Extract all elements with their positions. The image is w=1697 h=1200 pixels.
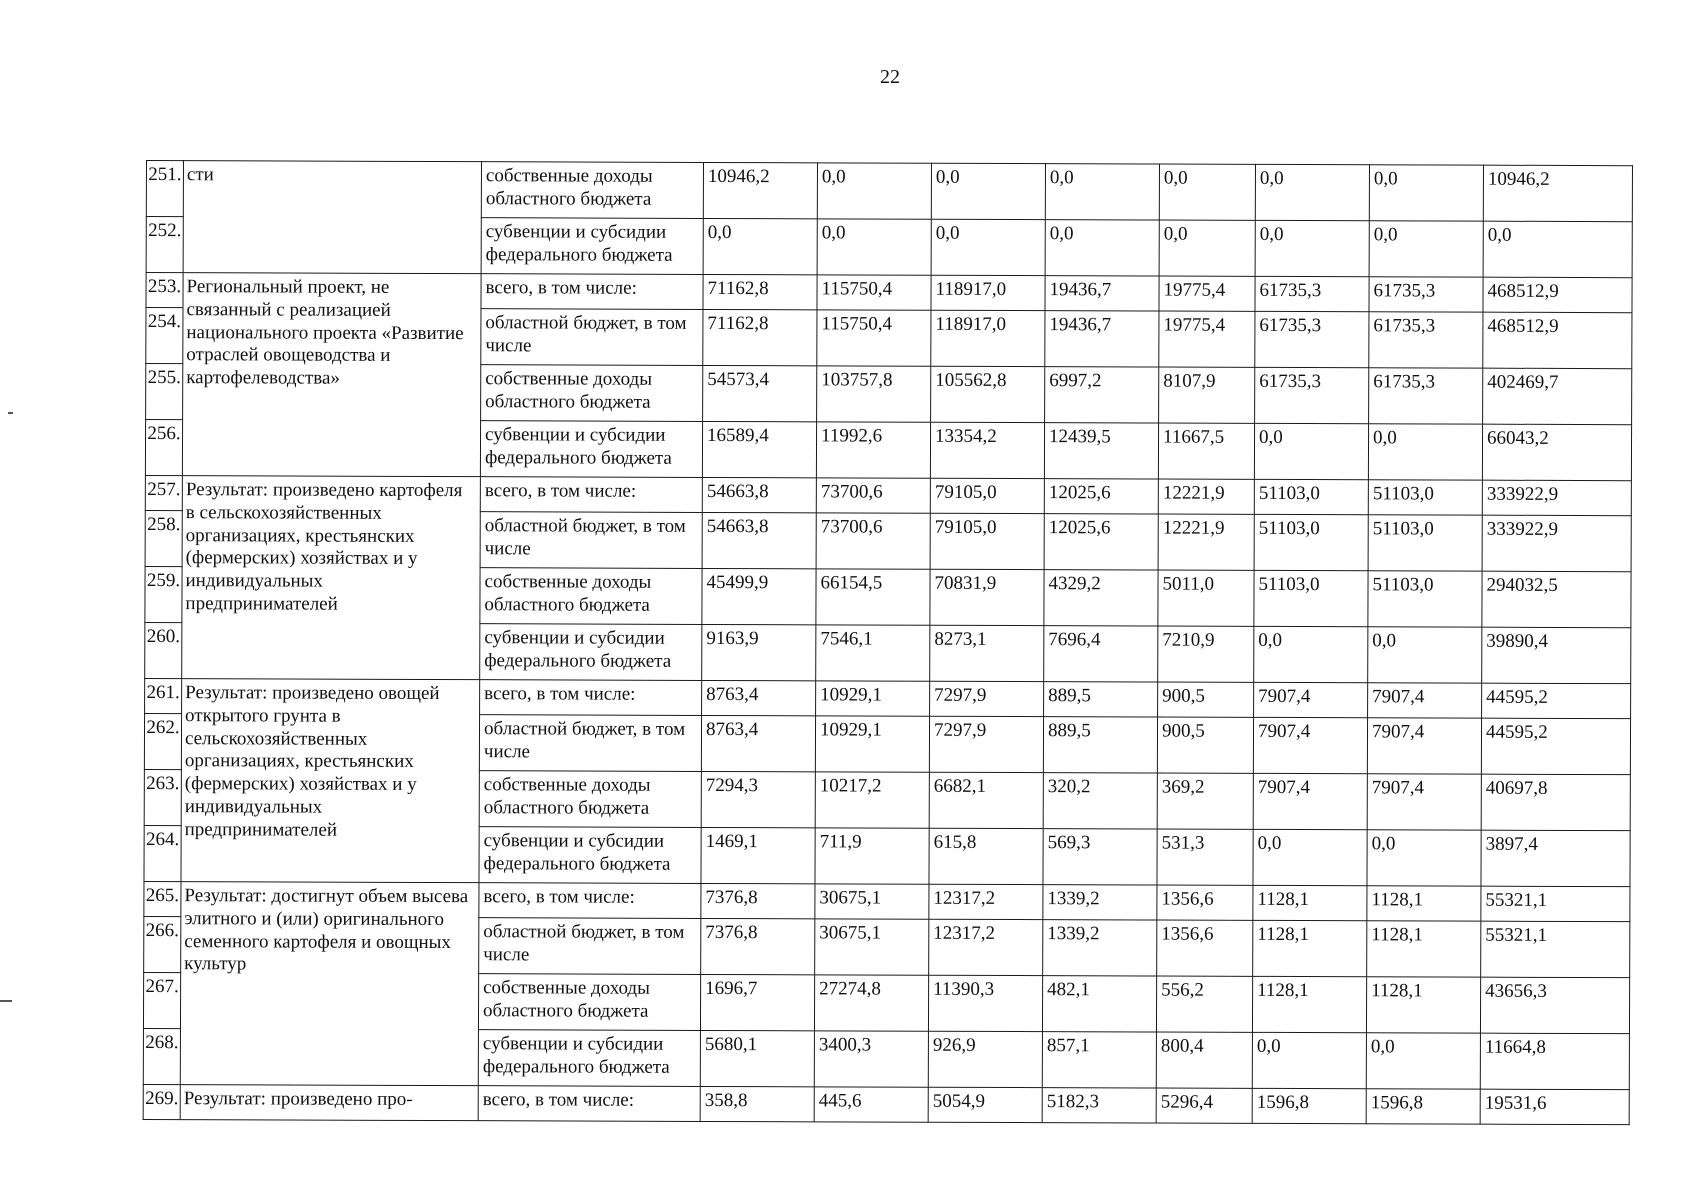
value-cell: 51103,0 [1254, 479, 1368, 514]
value-cell: 71162,8 [703, 309, 817, 365]
value-cell: 1596,8 [1366, 1089, 1480, 1124]
value-cell: 1596,8 [1252, 1088, 1366, 1123]
value-cell: 19531,6 [1480, 1089, 1629, 1125]
value-cell: 1128,1 [1366, 977, 1480, 1033]
row-number: 262. [144, 713, 181, 769]
value-cell: 71162,8 [703, 274, 817, 309]
value-cell: 66154,5 [816, 569, 930, 625]
value-cell: 11664,8 [1480, 1033, 1629, 1090]
value-cell: 800,4 [1156, 1032, 1252, 1088]
value-cell: 7546,1 [816, 625, 930, 681]
value-cell: 115750,4 [817, 310, 931, 366]
value-cell: 6997,2 [1045, 367, 1159, 423]
value-cell: 0,0 [703, 218, 817, 274]
value-cell: 615,8 [929, 828, 1043, 884]
row-number: 263. [144, 769, 181, 825]
value-cell: 9163,9 [702, 624, 816, 680]
value-cell: 43656,3 [1480, 977, 1629, 1034]
value-cell: 6682,1 [929, 772, 1043, 828]
funding-source: собственные доходы областного бюджета [480, 568, 702, 625]
value-cell: 0,0 [1368, 627, 1482, 683]
value-cell: 55321,1 [1481, 921, 1630, 978]
value-cell: 10217,2 [815, 772, 929, 828]
measure-description: Результат: произведено овощей открытого грунта в сельскохозяйственных организациях, крестьянских (фермерских) хозяйствах и у индивидуальных предпринимателей [181, 679, 480, 883]
value-cell: 0,0 [1369, 165, 1483, 221]
row-number: 261. [145, 678, 182, 713]
value-cell: 51103,0 [1254, 570, 1368, 626]
value-cell: 5296,4 [1156, 1088, 1252, 1123]
value-cell: 7297,9 [929, 716, 1043, 772]
value-cell: 12025,6 [1044, 514, 1158, 570]
value-cell: 51103,0 [1368, 571, 1482, 627]
row-number: 256. [145, 420, 182, 476]
value-cell: 4329,2 [1044, 570, 1158, 626]
value-cell: 12221,9 [1158, 514, 1254, 570]
value-cell: 7210,9 [1158, 626, 1254, 682]
funding-source: всего, в том числе: [478, 1086, 700, 1122]
funding-source: субвенции и субсидии федерального бюджета [479, 827, 701, 884]
value-cell: 900,5 [1158, 682, 1254, 717]
value-cell: 7907,4 [1368, 683, 1482, 718]
funding-source: всего, в том числе: [480, 477, 702, 513]
value-cell: 10946,2 [1483, 165, 1632, 222]
value-cell: 61735,3 [1255, 276, 1369, 311]
value-cell: 0,0 [1252, 1032, 1366, 1088]
value-cell: 19775,4 [1159, 276, 1255, 311]
value-cell: 12439,5 [1044, 423, 1158, 479]
value-cell: 51103,0 [1368, 480, 1482, 515]
value-cell: 0,0 [931, 163, 1045, 219]
funding-source: областной бюджет, в том числе [479, 715, 701, 772]
value-cell: 0,0 [1253, 829, 1367, 885]
value-cell: 79105,0 [930, 513, 1044, 569]
row-number: 254. [146, 308, 183, 364]
value-cell: 0,0 [1368, 424, 1482, 480]
value-cell: 889,5 [1044, 682, 1158, 717]
value-cell: 7297,9 [930, 681, 1044, 716]
value-cell: 402469,7 [1483, 368, 1632, 425]
row-number: 251. [146, 161, 183, 217]
value-cell: 7907,4 [1367, 774, 1481, 830]
value-cell: 0,0 [1045, 164, 1159, 220]
value-cell: 445,6 [814, 1087, 928, 1122]
value-cell: 294032,5 [1482, 571, 1631, 628]
value-cell: 7376,8 [701, 918, 815, 974]
value-cell: 40697,8 [1481, 774, 1630, 831]
value-cell: 54663,8 [702, 477, 816, 512]
value-cell: 30675,1 [815, 884, 929, 919]
value-cell: 926,9 [928, 1031, 1042, 1087]
value-cell: 1128,1 [1252, 976, 1366, 1032]
value-cell: 19436,7 [1045, 276, 1159, 311]
value-cell: 19775,4 [1159, 311, 1255, 367]
value-cell: 531,3 [1157, 829, 1253, 885]
scan-mark [8, 412, 13, 414]
value-cell: 73700,6 [816, 478, 930, 513]
value-cell: 468512,9 [1483, 312, 1632, 369]
value-cell: 45499,9 [702, 568, 816, 624]
measure-description: Результат: достигнут объем высева элитного и (или) оригинального семенного картофеля и овощных культур [180, 882, 479, 1086]
row-number: 252. [146, 217, 183, 273]
value-cell: 3897,4 [1481, 830, 1630, 887]
table-row [145, 475, 1631, 515]
value-cell: 11992,6 [816, 422, 930, 478]
value-cell: 118917,0 [931, 310, 1045, 366]
value-cell: 857,1 [1042, 1032, 1156, 1088]
funding-source: субвенции и субсидии федерального бюджета [480, 624, 702, 681]
funding-source: субвенции и субсидии федерального бюджета [478, 1030, 700, 1087]
funding-source: областной бюджет, в том числе [481, 309, 703, 366]
value-cell: 7696,4 [1044, 626, 1158, 682]
value-cell: 0,0 [1366, 1033, 1480, 1089]
row-number: 267. [143, 972, 180, 1028]
funding-source: субвенции и субсидии федерального бюджета [481, 218, 703, 275]
value-cell: 27274,8 [814, 975, 928, 1031]
table-row [143, 1084, 1629, 1124]
value-cell: 0,0 [817, 219, 931, 275]
value-cell: 0,0 [1369, 221, 1483, 277]
value-cell: 369,2 [1157, 773, 1253, 829]
funding-source: областной бюджет, в том числе [480, 512, 702, 569]
row-number: 269. [143, 1084, 180, 1119]
value-cell: 61735,3 [1369, 368, 1483, 424]
value-cell: 8763,4 [701, 715, 815, 771]
value-cell: 1356,6 [1157, 920, 1253, 976]
row-number: 253. [146, 273, 183, 308]
value-cell: 556,2 [1156, 976, 1252, 1032]
value-cell: 8763,4 [702, 680, 816, 715]
value-cell: 7907,4 [1253, 717, 1367, 773]
value-cell: 103757,8 [817, 366, 931, 422]
value-cell: 1339,2 [1043, 920, 1157, 976]
value-cell: 900,5 [1157, 717, 1253, 773]
value-cell: 1128,1 [1367, 886, 1481, 921]
value-cell: 0,0 [1045, 220, 1159, 276]
value-cell: 0,0 [1254, 423, 1368, 479]
value-cell: 13354,2 [930, 422, 1044, 478]
row-number: 265. [144, 881, 181, 916]
value-cell: 79105,0 [930, 478, 1044, 513]
funding-source: всего, в том числе: [480, 680, 702, 716]
value-cell: 1128,1 [1367, 921, 1481, 977]
value-cell: 1469,1 [701, 827, 815, 883]
value-cell: 320,2 [1043, 773, 1157, 829]
value-cell: 11390,3 [928, 975, 1042, 1031]
value-cell: 54573,4 [703, 365, 817, 421]
value-cell: 358,8 [700, 1086, 814, 1121]
value-cell: 44595,2 [1481, 718, 1630, 775]
value-cell: 0,0 [1159, 220, 1255, 276]
value-cell: 0,0 [1483, 221, 1632, 278]
row-number: 255. [146, 364, 183, 420]
row-number: 268. [143, 1028, 180, 1084]
page-number: 22 [880, 66, 900, 88]
value-cell: 118917,0 [931, 275, 1045, 310]
value-cell: 711,9 [815, 828, 929, 884]
value-cell: 30675,1 [815, 919, 929, 975]
value-cell: 16589,4 [702, 421, 816, 477]
value-cell: 0,0 [931, 219, 1045, 275]
value-cell: 482,1 [1042, 976, 1156, 1032]
value-cell: 5680,1 [700, 1030, 814, 1086]
value-cell: 5182,3 [1042, 1088, 1156, 1123]
value-cell: 11667,5 [1158, 423, 1254, 479]
scan-mark [0, 1000, 12, 1002]
row-number: 260. [145, 622, 182, 678]
funding-source: собственные доходы областного бюджета [479, 771, 701, 828]
value-cell: 7907,4 [1254, 682, 1368, 717]
value-cell: 12221,9 [1158, 479, 1254, 514]
value-cell: 8107,9 [1159, 367, 1255, 423]
value-cell: 12025,6 [1044, 479, 1158, 514]
value-cell: 333922,9 [1482, 515, 1631, 572]
value-cell: 0,0 [1254, 626, 1368, 682]
funding-source: всего, в том числе: [479, 883, 701, 919]
value-cell: 39890,4 [1482, 627, 1631, 684]
value-cell: 0,0 [1255, 164, 1369, 220]
row-number: 266. [144, 916, 181, 972]
value-cell: 10946,2 [703, 162, 817, 218]
value-cell: 10929,1 [816, 681, 930, 716]
value-cell: 1128,1 [1253, 885, 1367, 920]
value-cell: 51103,0 [1254, 514, 1368, 570]
row-number: 258. [145, 510, 182, 566]
value-cell: 66043,2 [1482, 424, 1631, 481]
value-cell: 61735,3 [1369, 277, 1483, 312]
value-cell: 7907,4 [1367, 718, 1481, 774]
value-cell: 333922,9 [1482, 480, 1631, 516]
value-cell: 61735,3 [1255, 367, 1369, 423]
funding-source: собственные доходы областного бюджета [481, 162, 703, 219]
table-row [145, 678, 1631, 718]
value-cell: 468512,9 [1483, 277, 1632, 313]
value-cell: 569,3 [1043, 829, 1157, 885]
table-body [143, 161, 1632, 1125]
value-cell: 0,0 [1255, 220, 1369, 276]
table-row [144, 881, 1630, 921]
value-cell: 19436,7 [1045, 311, 1159, 367]
funding-source: всего, в том числе: [481, 274, 703, 310]
value-cell: 1128,1 [1253, 920, 1367, 976]
funding-source: областной бюджет, в том числе [479, 918, 701, 975]
value-cell: 889,5 [1043, 717, 1157, 773]
funding-source: собственные доходы областного бюджета [478, 974, 700, 1031]
value-cell: 1339,2 [1043, 885, 1157, 920]
value-cell: 61735,3 [1255, 311, 1369, 367]
budget-table [143, 160, 1633, 1125]
value-cell: 44595,2 [1482, 683, 1631, 719]
measure-description: Региональный проект, не связанный с реализацией национального проекта «Развитие отраслей овощеводства и картофелеводства» [182, 273, 481, 477]
value-cell: 51103,0 [1368, 515, 1482, 571]
table-row [146, 273, 1632, 313]
value-cell: 73700,6 [816, 513, 930, 569]
row-number: 257. [145, 475, 182, 510]
measure-description: Результат: произведено про- [180, 1085, 478, 1121]
value-cell: 12317,2 [929, 884, 1043, 919]
value-cell: 8273,1 [930, 625, 1044, 681]
value-cell: 10929,1 [815, 716, 929, 772]
value-cell: 3400,3 [814, 1031, 928, 1087]
row-number: 259. [145, 566, 182, 622]
value-cell: 7907,4 [1253, 773, 1367, 829]
value-cell: 0,0 [817, 163, 931, 219]
value-cell: 61735,3 [1369, 312, 1483, 368]
value-cell: 54663,8 [702, 512, 816, 568]
value-cell: 12317,2 [929, 919, 1043, 975]
value-cell: 5011,0 [1158, 570, 1254, 626]
table-row [146, 161, 1632, 222]
value-cell: 1356,6 [1157, 885, 1253, 920]
value-cell: 115750,4 [817, 275, 931, 310]
budget-table-wrapper [143, 160, 1633, 1125]
measure-description: Результат: произведено картофеля в сельскохозяйственных организациях, крестьянских (фермерских) хозяйствах и у индивидуальных предпринимателей [182, 476, 481, 680]
funding-source: субвенции и субсидии федерального бюджета [480, 421, 702, 478]
measure-description: сти [183, 161, 481, 274]
row-number: 264. [144, 825, 181, 881]
value-cell: 0,0 [1159, 164, 1255, 220]
value-cell: 1696,7 [700, 974, 814, 1030]
value-cell: 5054,9 [928, 1087, 1042, 1122]
value-cell: 70831,9 [930, 569, 1044, 625]
value-cell: 0,0 [1367, 830, 1481, 886]
funding-source: собственные доходы областного бюджета [481, 365, 703, 422]
value-cell: 7294,3 [701, 771, 815, 827]
value-cell: 105562,8 [931, 366, 1045, 422]
value-cell: 55321,1 [1481, 886, 1630, 922]
value-cell: 7376,8 [701, 883, 815, 918]
